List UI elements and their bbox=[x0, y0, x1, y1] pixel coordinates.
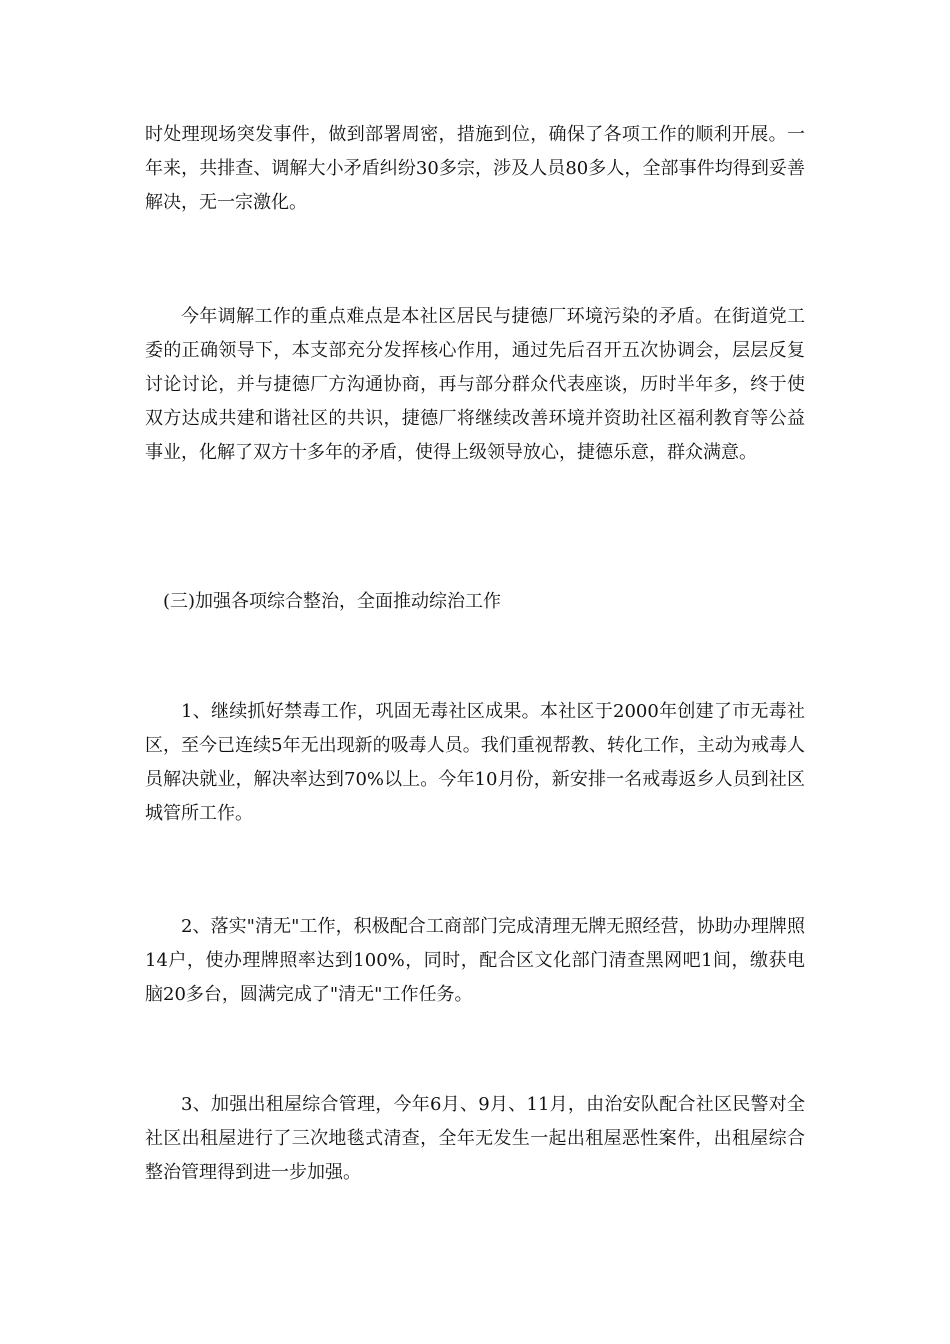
paragraph-license-cleanup: 2、落实"清无"工作，积极配合工商部门完成清理无牌无照经营，协助办理牌照14户，使办理牌照率达到100%，同时，配合区文化部门清查黑网吧1间，缴获电脑20多台，圆满完成了"清无"工作任务。 bbox=[145, 916, 805, 1005]
paragraph-dispute-summary: 时处理现场突发事件，做到部署周密，措施到位，确保了各项工作的顺利开展。一年来，共排查、调解大小矛盾纠纷30多宗，涉及人员80多人，全部事件均得到妥善解决，无一宗激化。 bbox=[145, 124, 805, 213]
paragraph-rental-management: 3、加强出租屋综合管理，今年6月、9月、11月，由治安队配合社区民警对全社区出租屋进行了三次地毯式清查，全年无发生一起出租屋恶性案件，出租屋综合整治管理得到进一步加强。 bbox=[145, 1094, 805, 1183]
paragraph-environment-dispute: 今年调解工作的重点难点是本社区居民与捷德厂环境污染的矛盾。在街道党工委的正确领导下，本支部充分发挥核心作用，通过先后召开五次协调会，层层反复讨论讨论，并与捷德厂方沟通协商，再与部分群众代表座谈，历时半年多，终于使双方达成共建和谐社区的共识，捷德厂将继续改善环境并资助社区福利教育等公益事业，化解了双方十多年的矛盾，使得上级领导放心，捷德乐意，群众满意。 bbox=[145, 306, 805, 463]
paragraph-anti-drug: 1、继续抓好禁毒工作，巩固无毒社区成果。本社区于2000年创建了市无毒社区，至今已连续5年无出现新的吸毒人员。我们重视帮教、转化工作，主动为戒毒人员解决就业，解决率达到70%以上。今年10月份，新安排一名戒毒返乡人员到社区城管所工作。 bbox=[145, 701, 805, 824]
section-heading-3: (三)加强各项综合整治，全面推动综治工作 bbox=[163, 591, 502, 612]
